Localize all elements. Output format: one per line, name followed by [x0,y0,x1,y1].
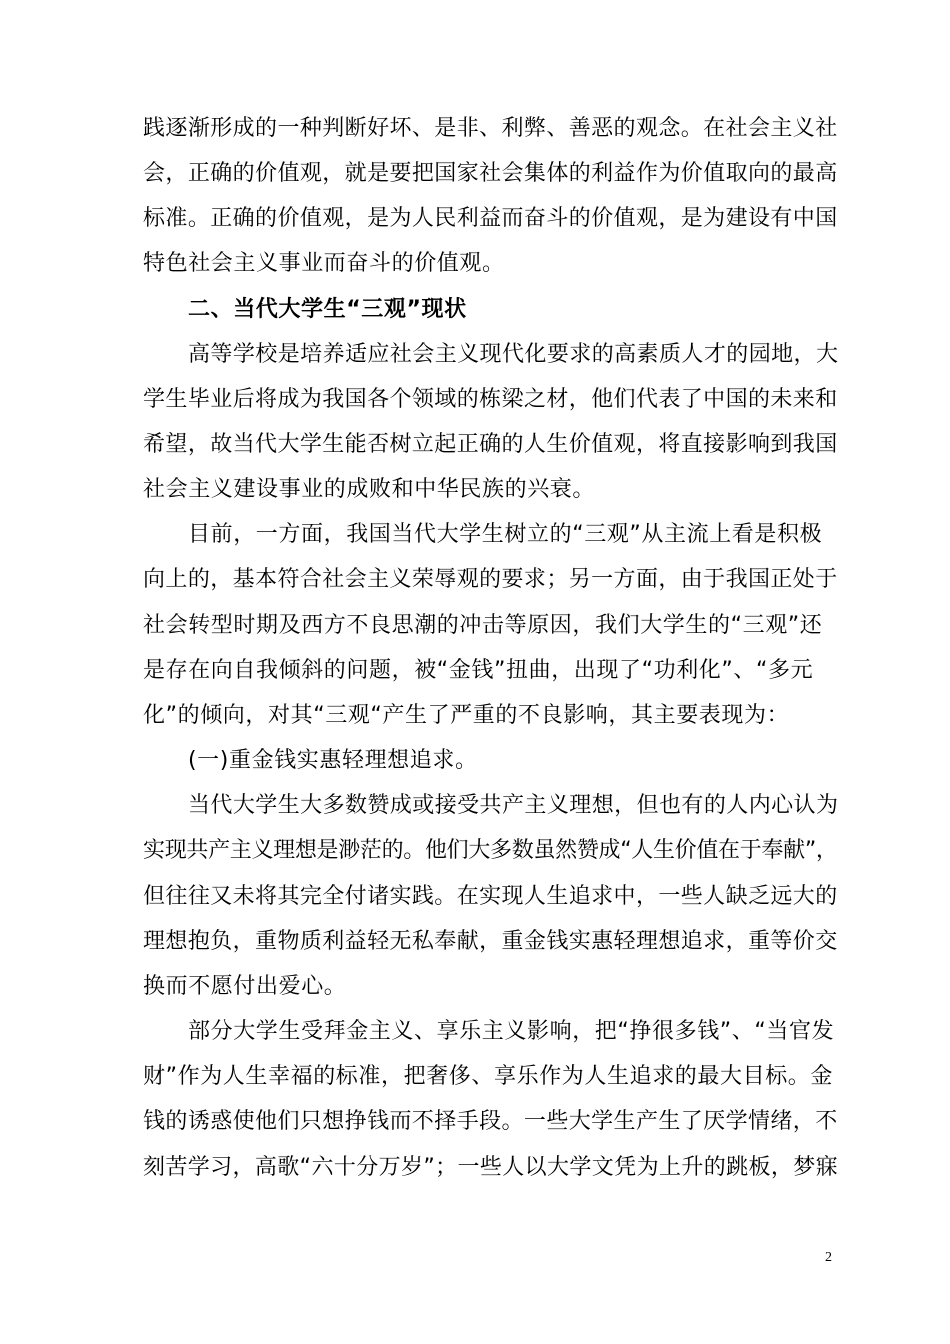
text-line: 高等学校是培养适应社会主义现代化要求的高素质人才的园地，大 [188,342,839,367]
text-line: 是存在向自我倾斜的问题，被“金钱”扭曲，出现了“功利化”、“多元 [143,658,814,683]
text-line: 刻苦学习，高歌“六十分万岁”；一些人以大学文凭为上升的跳板，梦寐 [143,1155,838,1180]
text-line: 社会主义建设事业的成败和中华民族的兴衰。 [143,477,596,502]
text-line: 会，正确的价值观，就是要把国家社会集体的利益作为价值取向的最高 [143,161,838,186]
section-heading: 二、当代大学生“三观”现状 [188,297,467,322]
text-line: 践逐渐形成的一种判断好坏、是非、利弊、善恶的观念。在社会主义社 [143,116,838,141]
text-line: 希望，故当代大学生能否树立起正确的人生价值观，将直接影响到我国 [143,432,838,457]
text-line: 学生毕业后将成为我国各个领域的栋梁之材，他们代表了中国的未来和 [143,387,838,412]
text-line: 部分大学生受拜金主义、享乐主义影响，把“挣很多钱”、“当官发 [188,1019,835,1044]
text-line: 但往往又未将其完全付诸实践。在实现人生追求中，一些人缺乏远大的 [143,884,838,909]
text-line: 标准。正确的价值观，是为人民利益而奋斗的价值观，是为建设有中国 [143,206,838,231]
text-line: 实现共产主义理想是渺茫的。他们大多数虽然赞成“人生价值在于奉献”， [143,838,838,863]
text-line: 特色社会主义事业而奋斗的价值观。 [143,251,505,276]
text-line: 向上的，基本符合社会主义荣辱观的要求；另一方面，由于我国正处于 [143,567,838,592]
text-line: 财”作为人生幸福的标准，把奢侈、享乐作为人生追求的最大目标。金 [143,1064,833,1089]
text-line: 当代大学生大多数赞成或接受共产主义理想，但也有的人内心认为 [188,793,839,818]
text-line: 化”的倾向，对其“三观“产生了严重的不良影响，其主要表现为： [143,703,790,728]
text-line: 换而不愿付出爱心。 [143,974,347,999]
text-line: 社会转型时期及西方不良思潮的冲击等原因，我们大学生的“三观”还 [143,613,823,638]
subsection-heading: (一)重金钱实惠轻理想追求。 [188,748,478,773]
text-line: 目前，一方面，我国当代大学生树立的“三观”从主流上看是积极 [188,522,823,547]
text-line: 理想抱负，重物质利益轻无私奉献，重金钱实惠轻理想追求，重等价交 [143,929,838,954]
page-number: 2 [825,1250,832,1265]
text-line: 钱的诱惑使他们只想挣钱而不择手段。一些大学生产生了厌学情绪，不 [143,1109,838,1134]
